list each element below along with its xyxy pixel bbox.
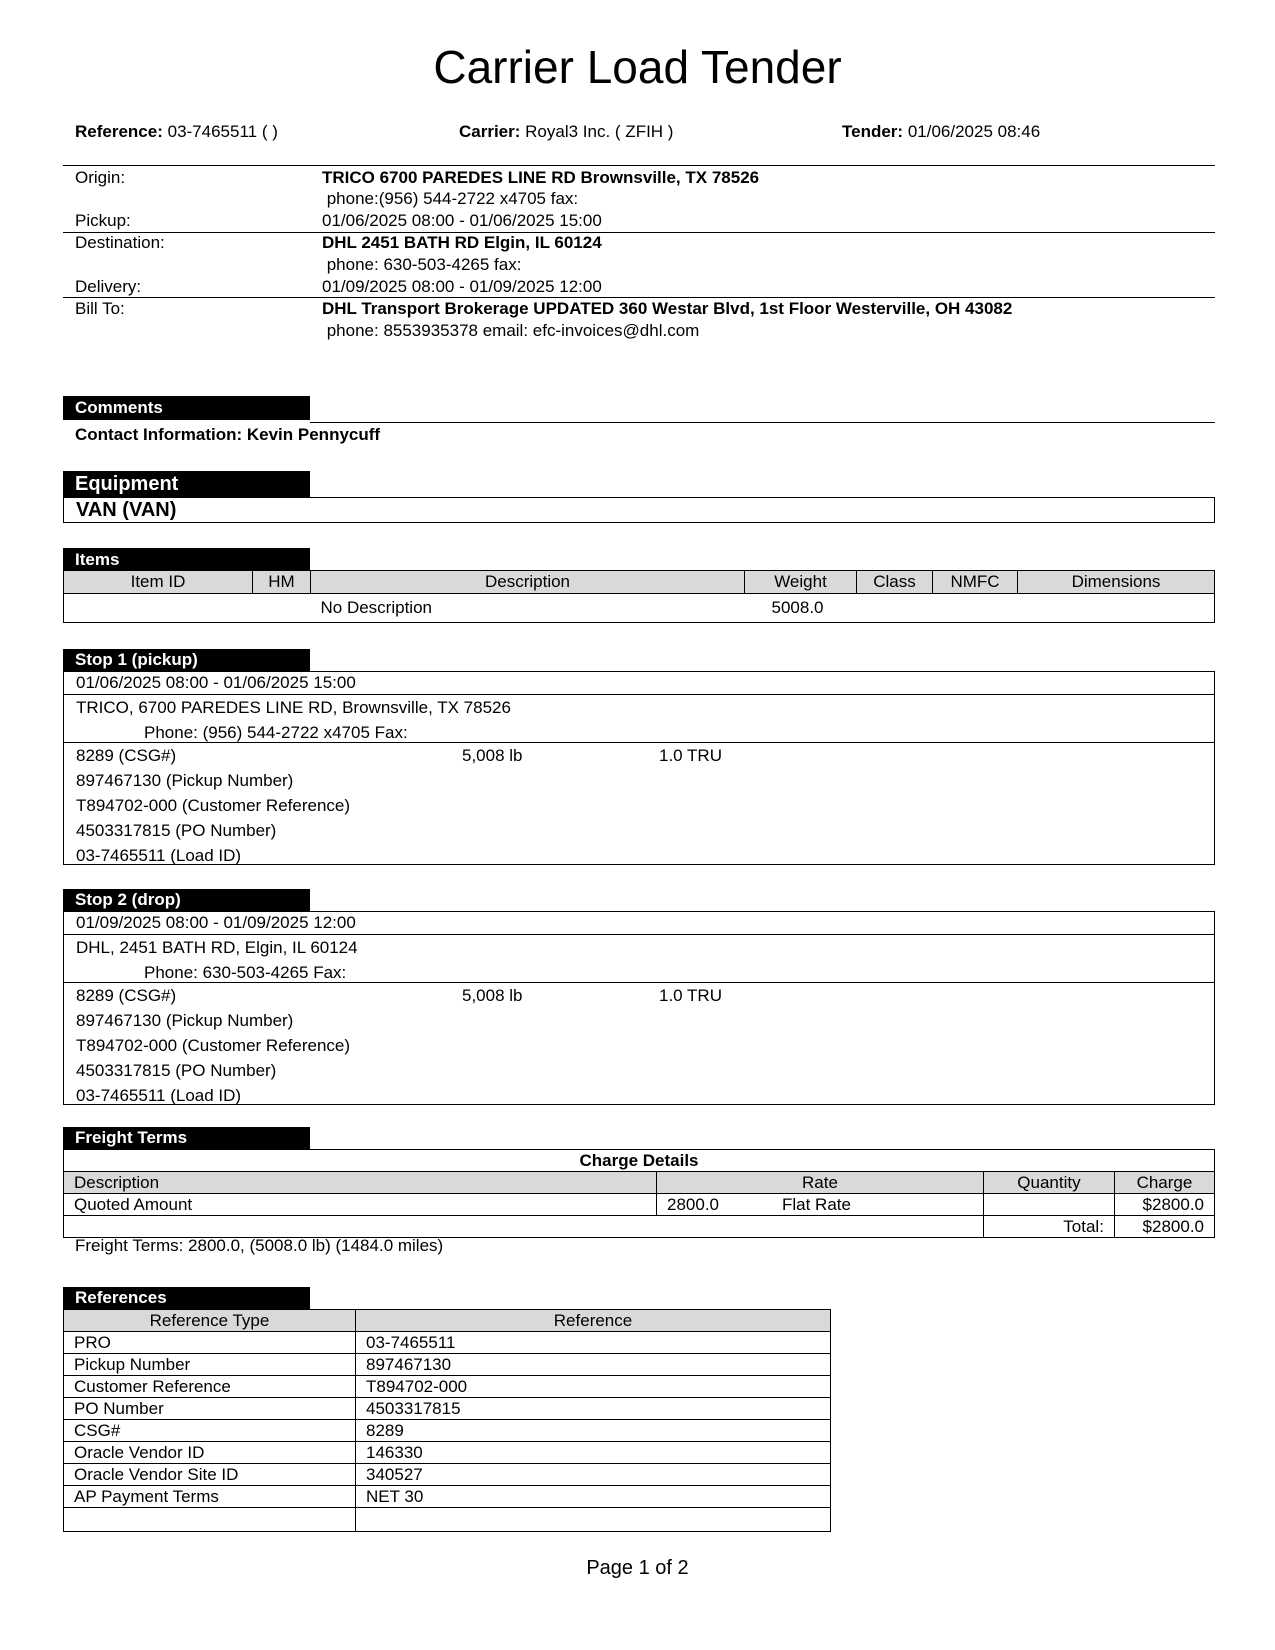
stop2-ref: 03-7465511 (Load ID) xyxy=(76,1086,242,1105)
table-row xyxy=(64,1464,831,1486)
reference-value-cell: NET 30 xyxy=(356,1486,831,1508)
comments-text: Contact Information: Kevin Pennycuff xyxy=(75,425,381,444)
destination-phone: phone: 630-503-4265 fax: xyxy=(322,255,522,274)
stop2-window: 01/09/2025 08:00 - 01/09/2025 12:00 xyxy=(64,912,1214,935)
billto-address: DHL Transport Brokerage UPDATED 360 Westar Blvd, 1st Floor Westerville, OH 43082 xyxy=(322,299,1013,318)
stop1-qty: 1.0 TRU xyxy=(659,746,722,765)
table-row xyxy=(64,1420,831,1442)
item-nmfc-cell xyxy=(933,594,1018,623)
destination-address: DHL 2451 BATH RD Elgin, IL 60124 xyxy=(322,233,602,252)
freight-header: Freight Terms xyxy=(63,1127,310,1149)
stop1-ref: 897467130 (Pickup Number) xyxy=(76,771,294,790)
items-col-class: Class xyxy=(857,571,933,594)
stop1-weight: 5,008 lb xyxy=(462,746,523,765)
reference-value-cell: 4503317815 xyxy=(356,1398,831,1420)
freight-terms-text: Freight Terms: 2800.0, (5008.0 lb) (1484.0 miles) xyxy=(75,1236,444,1255)
carrier-value: Royal3 Inc. ( ZFIH ) xyxy=(525,122,674,141)
total-value: $2800.0 xyxy=(1114,1216,1214,1238)
table-row xyxy=(64,1354,831,1376)
stop2-ref: 897467130 (Pickup Number) xyxy=(76,1011,294,1030)
reference-type-cell: AP Payment Terms xyxy=(64,1486,356,1508)
tender-value: 01/06/2025 08:46 xyxy=(907,122,1041,141)
divider xyxy=(63,232,1215,233)
stop1-ref: T894702-000 (Customer Reference) xyxy=(76,796,351,815)
table-row xyxy=(64,1508,831,1532)
stop2-ref: T894702-000 (Customer Reference) xyxy=(76,1036,351,1055)
stop2-ref: 8289 (CSG#) xyxy=(76,986,177,1005)
stop1-details xyxy=(64,743,1214,864)
billto-contact: phone: 8553935378 email: efc-invoices@dhl.com xyxy=(322,321,700,340)
reference-value: 03-7465511 ( ) xyxy=(167,122,278,141)
charge-row-charge: $2800.0 xyxy=(1114,1194,1214,1216)
reference-type-cell: PO Number xyxy=(64,1398,356,1420)
reference-value-cell: 03-7465511 xyxy=(356,1332,831,1354)
reference-value-cell: 897467130 xyxy=(356,1354,831,1376)
equipment-header: Equipment xyxy=(63,471,310,497)
items-header: Items xyxy=(63,548,310,571)
reference-type-cell: Customer Reference xyxy=(64,1376,356,1398)
table-row xyxy=(64,1376,831,1398)
stop1-address: TRICO, 6700 PAREDES LINE RD, Brownsville, TX 78526 xyxy=(76,698,511,717)
reference-type-cell: CSG# xyxy=(64,1420,356,1442)
stop2-address: DHL, 2451 BATH RD, Elgin, IL 60124 xyxy=(76,938,358,957)
charge-details-title: Charge Details xyxy=(64,1150,1215,1172)
stop2-qty: 1.0 TRU xyxy=(659,986,722,1005)
reference-value-cell xyxy=(356,1508,831,1532)
stop2-header: Stop 2 (drop) xyxy=(63,889,310,911)
reference-type-cell: Pickup Number xyxy=(64,1354,356,1376)
reference-type-cell: PRO xyxy=(64,1332,356,1354)
origin-address: TRICO 6700 PAREDES LINE RD Brownsville, TX 78526 xyxy=(322,168,760,187)
stop1-header: Stop 1 (pickup) xyxy=(63,649,310,671)
table-row xyxy=(64,594,1215,623)
reference-value-cell: 340527 xyxy=(356,1464,831,1486)
reference-value-cell: 8289 xyxy=(356,1420,831,1442)
item-description-cell: No Description xyxy=(311,594,745,623)
references-table xyxy=(63,1309,831,1532)
reference-header xyxy=(75,122,278,142)
references-col-type: Reference Type xyxy=(64,1310,356,1332)
references-col-reference: Reference xyxy=(356,1310,831,1332)
item-dimensions-cell xyxy=(1018,594,1215,623)
delivery-label: Delivery: xyxy=(75,277,142,296)
destination-label: Destination: xyxy=(75,233,165,252)
reference-type-cell: Oracle Vendor ID xyxy=(64,1442,356,1464)
table-row xyxy=(64,1486,831,1508)
items-col-hm: HM xyxy=(253,571,311,594)
items-col-description: Description xyxy=(311,571,745,594)
item-hm-cell xyxy=(253,594,311,623)
table-row xyxy=(64,1442,831,1464)
total-label: Total: xyxy=(983,1216,1114,1238)
charge-details-table xyxy=(63,1149,1215,1238)
items-col-itemid: Item ID xyxy=(64,571,253,594)
stop2-weight: 5,008 lb xyxy=(462,986,523,1005)
divider xyxy=(63,165,1215,166)
origin-label: Origin: xyxy=(75,168,126,187)
reference-value-cell: 146330 xyxy=(356,1442,831,1464)
stop1-ref: 8289 (CSG#) xyxy=(76,746,177,765)
item-id-cell xyxy=(64,594,253,623)
charge-row-rate-type: Flat Rate xyxy=(777,1194,983,1216)
charge-row-quantity xyxy=(983,1194,1114,1216)
origin-phone: phone:(956) 544-2722 x4705 fax: xyxy=(322,189,579,208)
reference-value-cell: T894702-000 xyxy=(356,1376,831,1398)
divider xyxy=(310,422,1215,423)
pickup-window: 01/06/2025 08:00 - 01/06/2025 15:00 xyxy=(322,211,602,230)
charge-col-charge: Charge xyxy=(1114,1172,1214,1194)
reference-type-cell xyxy=(64,1508,356,1532)
stop2-ref: 4503317815 (PO Number) xyxy=(76,1061,277,1080)
stop1-window: 01/06/2025 08:00 - 01/06/2025 15:00 xyxy=(64,672,1214,695)
tender-header xyxy=(842,122,1040,142)
charge-col-description: Description xyxy=(64,1172,657,1194)
stop1-box xyxy=(63,671,1215,865)
items-col-dimensions: Dimensions xyxy=(1018,571,1215,594)
charge-col-rate: Rate xyxy=(657,1172,984,1194)
pickup-label: Pickup: xyxy=(75,211,131,230)
tender-label: Tender: xyxy=(842,122,904,141)
charge-col-quantity: Quantity xyxy=(983,1172,1114,1194)
table-row xyxy=(64,1398,831,1420)
stop2-box xyxy=(63,911,1215,1105)
stop1-phone: Phone: (956) 544-2722 x4705 Fax: xyxy=(144,723,408,742)
stop1-ref: 03-7465511 (Load ID) xyxy=(76,846,242,865)
table-row xyxy=(64,1194,1215,1216)
reference-label: Reference: xyxy=(75,122,163,141)
document-title: Carrier Load Tender xyxy=(433,41,842,93)
references-header: References xyxy=(63,1287,310,1309)
carrier-header xyxy=(459,122,673,142)
delivery-window: 01/09/2025 08:00 - 01/09/2025 12:00 xyxy=(322,277,602,296)
stop2-details xyxy=(64,983,1214,1104)
items-col-nmfc: NMFC xyxy=(933,571,1018,594)
items-col-weight: Weight xyxy=(745,571,857,594)
reference-type-cell: Oracle Vendor Site ID xyxy=(64,1464,356,1486)
item-weight-cell: 5008.0 xyxy=(745,594,857,623)
items-table xyxy=(63,570,1215,623)
item-class-cell xyxy=(857,594,933,623)
divider xyxy=(63,297,1215,298)
stop2-phone: Phone: 630-503-4265 Fax: xyxy=(144,963,347,982)
stop1-ref: 4503317815 (PO Number) xyxy=(76,821,277,840)
equipment-value: VAN (VAN) xyxy=(63,497,1215,523)
charge-row-rate: 2800.0 xyxy=(657,1194,778,1216)
comments-header: Comments xyxy=(63,396,310,420)
billto-label: Bill To: xyxy=(75,299,125,318)
stop1-location xyxy=(64,695,1214,743)
table-row xyxy=(64,1332,831,1354)
carrier-label: Carrier: xyxy=(459,122,521,141)
page-number: Page 1 of 2 xyxy=(586,1557,689,1579)
charge-row-description: Quoted Amount xyxy=(64,1194,657,1216)
stop2-location xyxy=(64,935,1214,983)
